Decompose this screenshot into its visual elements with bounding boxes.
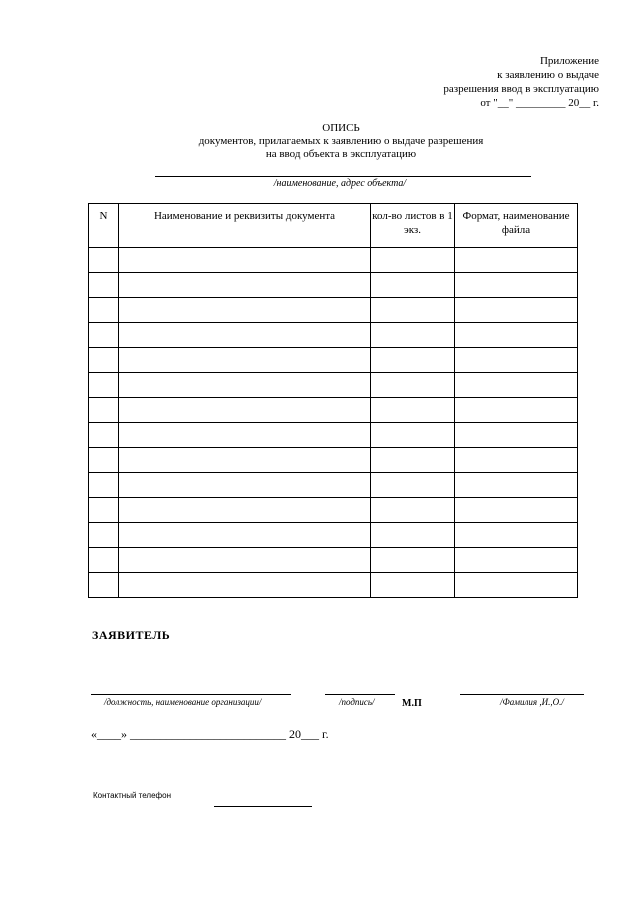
sheet-count-cell[interactable] — [371, 348, 455, 373]
object-caption: /наименование, адрес объекта/ — [273, 178, 407, 189]
document-name-cell[interactable] — [119, 573, 371, 598]
row-number-cell[interactable] — [89, 348, 119, 373]
sheet-count-cell[interactable] — [371, 248, 455, 273]
sheet-count-cell[interactable] — [371, 273, 455, 298]
document-name-cell[interactable] — [119, 298, 371, 323]
table-row — [89, 298, 578, 323]
document-name-cell[interactable] — [119, 273, 371, 298]
sheet-count-cell[interactable] — [371, 448, 455, 473]
row-number-cell[interactable] — [89, 498, 119, 523]
row-number-cell[interactable] — [89, 473, 119, 498]
table-row — [89, 398, 578, 423]
sheet-count-cell[interactable] — [371, 423, 455, 448]
format-cell[interactable] — [455, 548, 578, 573]
applicant-label: ЗАЯВИТЕЛЬ — [92, 628, 171, 642]
format-cell[interactable] — [455, 448, 578, 473]
appendix-line: Приложение — [539, 55, 599, 67]
table-row — [89, 373, 578, 398]
table-row — [89, 348, 578, 373]
document-name-cell[interactable] — [119, 548, 371, 573]
sheet-count-cell[interactable] — [371, 373, 455, 398]
contact-phone-label: Контактный телефон — [93, 791, 171, 800]
title-line-2: на ввод объекта в эксплуатацию — [265, 148, 417, 160]
document-name-cell[interactable] — [119, 448, 371, 473]
format-cell[interactable] — [455, 573, 578, 598]
name-field[interactable] — [460, 694, 584, 695]
sheet-count-cell[interactable] — [371, 548, 455, 573]
sheet-count-cell[interactable] — [371, 498, 455, 523]
appendix-line: к заявлению о выдаче — [497, 69, 599, 81]
sheet-count-cell[interactable] — [371, 298, 455, 323]
object-name-field[interactable] — [155, 176, 531, 177]
format-cell[interactable] — [455, 298, 578, 323]
format-cell[interactable] — [455, 348, 578, 373]
sheet-count-cell[interactable] — [371, 323, 455, 348]
sheet-count-cell[interactable] — [371, 523, 455, 548]
stamp-label: М.П — [402, 698, 422, 709]
sheet-count-cell[interactable] — [371, 398, 455, 423]
table-row — [89, 548, 578, 573]
row-number-cell[interactable] — [89, 448, 119, 473]
document-name-cell[interactable] — [119, 473, 371, 498]
row-number-cell[interactable] — [89, 398, 119, 423]
format-cell[interactable] — [455, 398, 578, 423]
table-header-row — [89, 204, 578, 248]
column-header-format: Формат, наименование файла — [455, 204, 578, 248]
row-number-cell[interactable] — [89, 323, 119, 348]
table-row — [89, 473, 578, 498]
sheet-count-cell[interactable] — [371, 473, 455, 498]
signature-field[interactable] — [325, 694, 395, 695]
sheet-count-cell[interactable] — [371, 573, 455, 598]
document-name-cell[interactable] — [119, 523, 371, 548]
contact-phone-field[interactable] — [214, 806, 312, 807]
column-header-sheets: кол-во листов в 1 экз. — [371, 204, 455, 248]
table-row — [89, 573, 578, 598]
row-number-cell[interactable] — [89, 523, 119, 548]
table-row — [89, 248, 578, 273]
row-number-cell[interactable] — [89, 573, 119, 598]
column-header-document: Наименование и реквизиты документа — [119, 204, 371, 248]
table-body — [89, 248, 578, 598]
document-name-cell[interactable] — [119, 373, 371, 398]
table-row — [89, 423, 578, 448]
format-cell[interactable] — [455, 273, 578, 298]
appendix-header — [443, 54, 599, 110]
format-cell[interactable] — [455, 498, 578, 523]
column-header-number: N — [89, 204, 119, 248]
appendix-line: от "__" _________ 20__ г. — [480, 97, 599, 109]
document-title — [0, 122, 640, 161]
row-number-cell[interactable] — [89, 248, 119, 273]
format-cell[interactable] — [455, 373, 578, 398]
document-name-cell[interactable] — [119, 423, 371, 448]
signature-caption: /подпись/ — [339, 697, 375, 707]
row-number-cell[interactable] — [89, 298, 119, 323]
row-number-cell[interactable] — [89, 423, 119, 448]
table-row — [89, 323, 578, 348]
format-cell[interactable] — [455, 523, 578, 548]
format-cell[interactable] — [455, 423, 578, 448]
table-row — [89, 273, 578, 298]
format-cell[interactable] — [455, 248, 578, 273]
documents-table — [88, 203, 578, 598]
document-name-cell[interactable] — [119, 498, 371, 523]
document-name-cell[interactable] — [119, 398, 371, 423]
date-line[interactable]: «____» __________________________ 20___ г. — [91, 727, 329, 741]
table-row — [89, 448, 578, 473]
format-cell[interactable] — [455, 323, 578, 348]
document-name-cell[interactable] — [119, 248, 371, 273]
name-caption: /Фамилия ,И.,О./ — [500, 697, 564, 707]
table-row — [89, 498, 578, 523]
row-number-cell[interactable] — [89, 548, 119, 573]
appendix-line: разрешения ввод в эксплуатацию — [443, 83, 599, 95]
row-number-cell[interactable] — [89, 373, 119, 398]
title-line-1: документов, прилагаемых к заявлению о выдаче разрешения — [198, 135, 484, 147]
document-name-cell[interactable] — [119, 323, 371, 348]
position-caption: /должность, наименование организации/ — [104, 697, 262, 707]
table-row — [89, 523, 578, 548]
row-number-cell[interactable] — [89, 273, 119, 298]
title-heading: ОПИСЬ — [322, 122, 360, 134]
position-field[interactable] — [91, 694, 291, 695]
format-cell[interactable] — [455, 473, 578, 498]
document-name-cell[interactable] — [119, 348, 371, 373]
